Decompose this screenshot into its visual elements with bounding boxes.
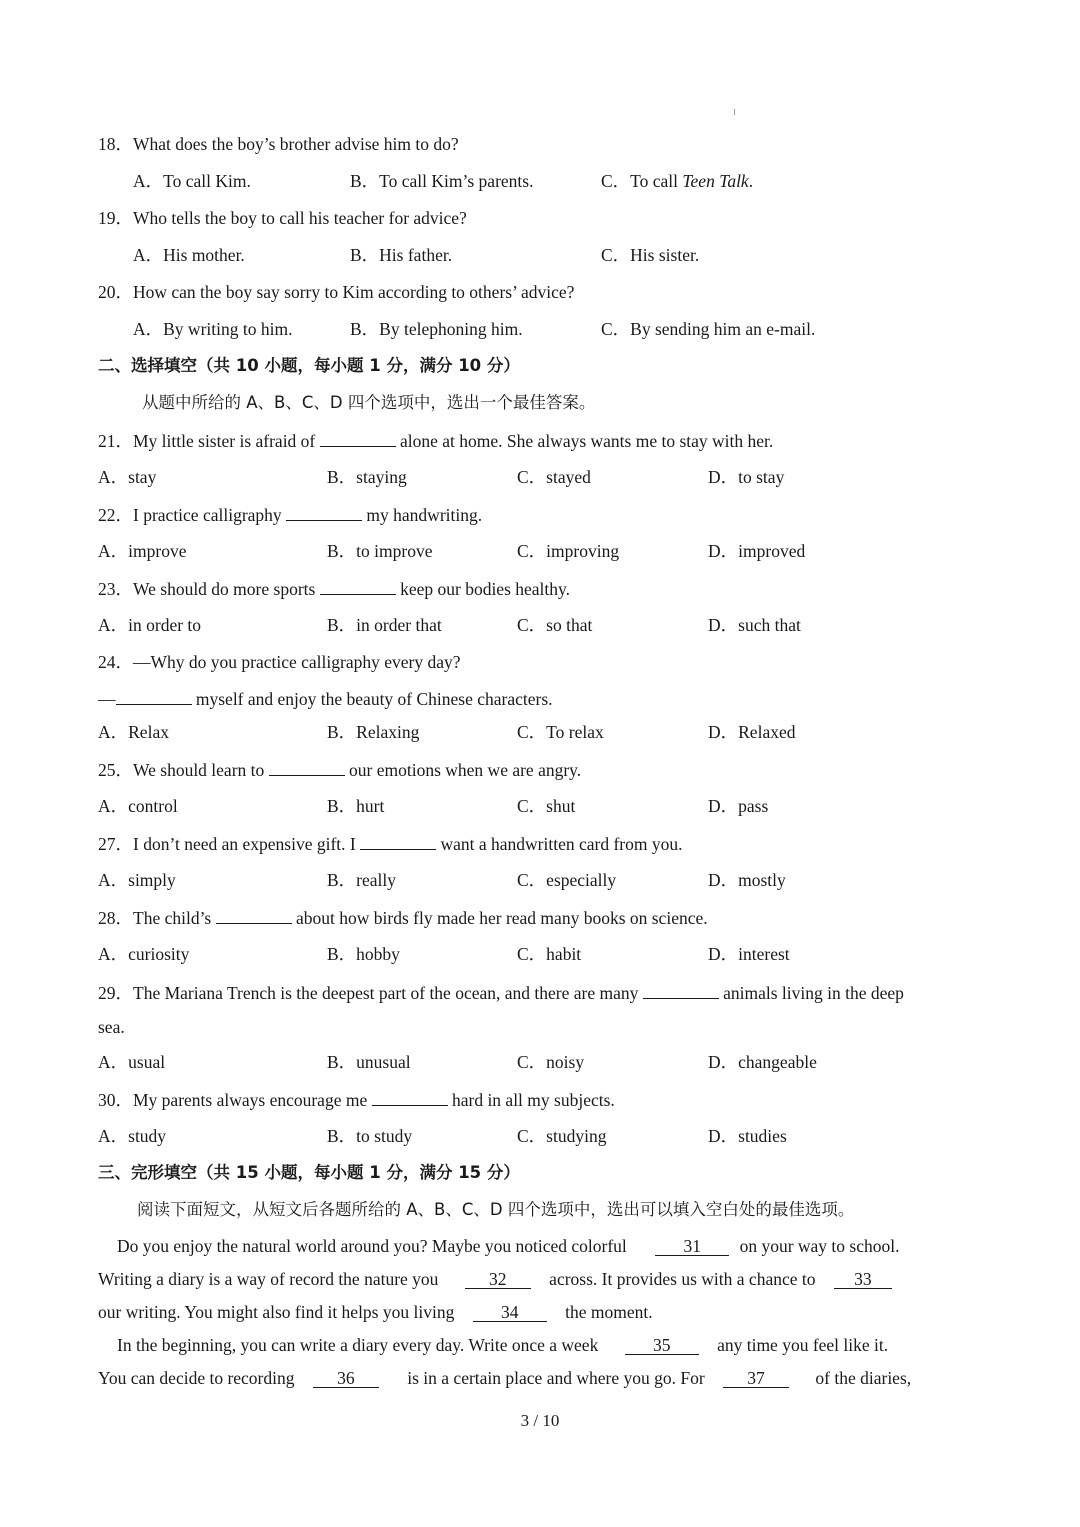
question-number: 28．	[98, 908, 133, 928]
question-text: We should learn to	[133, 760, 269, 780]
passage-line-5	[98, 1367, 911, 1389]
question-28	[98, 906, 708, 929]
answer-blank	[269, 758, 345, 776]
option-d: D．changeable	[708, 1052, 817, 1072]
heading-points-each: 1	[369, 356, 381, 375]
option-b: B．to improve	[327, 541, 433, 561]
passage-text: is in a certain place and where you go. For	[407, 1368, 705, 1388]
question-text: My little sister is afraid of	[133, 431, 320, 451]
options-22	[0, 540, 1080, 562]
cloze-blank-33: 33	[834, 1270, 892, 1289]
option-a: A．His mother.	[133, 245, 245, 265]
question-text: myself and enjoy the beauty of Chinese characters.	[191, 689, 553, 709]
question-text: alone at home. She always wants me to stay with her.	[395, 431, 774, 451]
answer-blank	[286, 503, 362, 521]
passage-text: our writing. You might also find it helps you living	[98, 1302, 455, 1322]
question-number: 27．	[98, 834, 133, 854]
question-23	[98, 577, 570, 600]
question-text: want a handwritten card from you.	[436, 834, 683, 854]
section-2-instruction: 从题中所给的 A、B、C、D 四个选项中，选出一个最佳答案。	[142, 393, 596, 412]
option-a: A．stay	[98, 467, 157, 487]
option-a: A．usual	[98, 1052, 166, 1072]
passage-text: the moment.	[565, 1302, 653, 1322]
option-a: A．simply	[98, 870, 176, 890]
dialogue-dash: —	[98, 689, 116, 709]
option-b: B．to study	[327, 1126, 413, 1146]
question-number: 24．	[98, 652, 133, 672]
question-text: Who tells the boy to call his teacher for advice?	[133, 208, 467, 228]
question-30	[98, 1088, 615, 1111]
option-c: C．so that	[517, 615, 593, 635]
scan-mark	[734, 109, 735, 115]
option-b: B．By telephoning him.	[350, 319, 523, 339]
heading-total: 10	[458, 356, 482, 375]
option-d: D．Relaxed	[708, 722, 796, 742]
answer-blank	[372, 1088, 448, 1106]
option-c: C．especially	[517, 870, 617, 890]
question-21	[98, 429, 773, 452]
option-a: A．study	[98, 1126, 167, 1146]
question-text: animals living in the deep	[718, 983, 904, 1003]
question-number: 29．	[98, 983, 133, 1003]
question-number: 23．	[98, 579, 133, 599]
option-c-suffix: .	[748, 171, 754, 191]
passage-text: In the beginning, you can write a diary every day. Write once a week	[117, 1335, 599, 1355]
question-27	[98, 832, 683, 855]
option-c: C．improving	[517, 541, 620, 561]
option-b: B．in order that	[327, 615, 442, 635]
option-d: D．pass	[708, 796, 769, 816]
answer-blank	[216, 906, 292, 924]
section-2-heading	[98, 355, 520, 377]
option-b: B．His father.	[350, 245, 453, 265]
question-text: How can the boy say sorry to Kim according to others’ advice?	[133, 282, 575, 302]
cloze-blank-36: 36	[313, 1369, 379, 1388]
heading-part: 分，满分	[380, 356, 459, 375]
passage-line-3	[98, 1301, 653, 1323]
passage-text: of the diaries,	[815, 1368, 912, 1388]
question-text: my handwriting.	[362, 505, 483, 525]
answer-blank	[116, 687, 192, 705]
question-18	[98, 133, 459, 155]
option-a: A．By writing to him.	[133, 319, 293, 339]
passage-text: any time you feel like it.	[717, 1335, 889, 1355]
heading-part: 小题，每小题	[258, 356, 370, 375]
heading-part: 分，满分	[380, 1163, 459, 1182]
option-b: B．staying	[327, 467, 407, 487]
question-text: —Why do you practice calligraphy every day?	[133, 652, 461, 672]
question-number: 25．	[98, 760, 133, 780]
option-b: B．hobby	[327, 944, 400, 964]
answer-blank	[360, 832, 436, 850]
option-b: B．unusual	[327, 1052, 411, 1072]
question-25	[98, 758, 581, 781]
section-3-heading	[98, 1162, 520, 1184]
options-30	[0, 1125, 1080, 1147]
option-c-italic: Teen Talk	[682, 171, 749, 191]
option-a: A．control	[98, 796, 178, 816]
question-text: keep our bodies healthy.	[395, 579, 571, 599]
option-a: A．Relax	[98, 722, 169, 742]
question-text: I don’t need an expensive gift. I	[133, 834, 361, 854]
heading-part: 分）	[481, 1163, 520, 1182]
passage-text: Do you enjoy the natural world around you? Maybe you noticed colorful	[117, 1236, 627, 1256]
question-24	[98, 651, 461, 673]
page-number: 3 / 10	[520, 1411, 560, 1430]
options-23	[0, 614, 1080, 636]
option-a: A．curiosity	[98, 944, 190, 964]
option-a: A．To call Kim.	[133, 171, 251, 191]
answer-blank	[643, 981, 719, 999]
options-19	[0, 244, 1080, 266]
heading-points-each: 1	[369, 1163, 381, 1182]
question-19	[98, 207, 467, 229]
option-c	[601, 170, 753, 192]
cloze-blank-37: 37	[723, 1369, 789, 1388]
option-d: D．studies	[708, 1126, 787, 1146]
option-c: C．shut	[517, 796, 576, 816]
question-number: 18．	[98, 134, 133, 154]
passage-text: on your way to school.	[739, 1236, 900, 1256]
question-text: our emotions when we are angry.	[344, 760, 582, 780]
question-29-continued: sea.	[98, 1017, 125, 1037]
options-27	[0, 869, 1080, 891]
heading-part: 分）	[481, 356, 520, 375]
options-18	[0, 170, 1080, 192]
question-29	[98, 981, 904, 1004]
question-number: 30．	[98, 1090, 133, 1110]
option-c-prefix: C．To call	[601, 171, 683, 191]
options-28	[0, 943, 1080, 965]
question-number: 21．	[98, 431, 133, 451]
question-text: hard in all my subjects.	[447, 1090, 615, 1110]
question-22	[98, 503, 482, 526]
option-c: C．stayed	[517, 467, 591, 487]
cloze-blank-35: 35	[625, 1336, 699, 1355]
passage-line-1	[117, 1235, 899, 1257]
option-d: D．mostly	[708, 870, 786, 890]
option-a: A．improve	[98, 541, 187, 561]
question-number: 22．	[98, 505, 133, 525]
option-d: D．to stay	[708, 467, 785, 487]
answer-blank	[320, 577, 396, 595]
option-b: B．To call Kim’s parents.	[350, 171, 534, 191]
heading-count: 15	[235, 1163, 259, 1182]
question-20	[98, 281, 574, 303]
option-b: B．hurt	[327, 796, 385, 816]
option-b: B．Relaxing	[327, 722, 420, 742]
question-text: The child’s	[133, 908, 216, 928]
option-c: C．habit	[517, 944, 582, 964]
cloze-blank-32: 32	[465, 1270, 531, 1289]
heading-part: 小题，每小题	[258, 1163, 370, 1182]
options-25	[0, 795, 1080, 817]
question-text: about how birds fly made her read many books on science.	[291, 908, 708, 928]
passage-text: You can decide to recording	[98, 1368, 295, 1388]
question-text: What does the boy’s brother advise him to do?	[133, 134, 459, 154]
option-d: D．improved	[708, 541, 806, 561]
question-text: The Mariana Trench is the deepest part of the ocean, and there are many	[133, 983, 643, 1003]
options-20	[0, 318, 1080, 340]
option-d: D．such that	[708, 615, 801, 635]
option-c: C．studying	[517, 1126, 607, 1146]
question-text: I practice calligraphy	[133, 505, 287, 525]
heading-part: 三、完形填空（共	[98, 1163, 236, 1182]
heading-part: 二、选择填空（共	[98, 356, 236, 375]
passage-text: Writing a diary is a way of record the nature you	[98, 1269, 439, 1289]
question-number: 19．	[98, 208, 133, 228]
options-21	[0, 466, 1080, 488]
cloze-blank-34: 34	[473, 1303, 547, 1322]
options-24	[0, 721, 1080, 743]
option-c: C．His sister.	[601, 245, 700, 265]
options-29	[0, 1051, 1080, 1073]
section-3-instruction: 阅读下面短文，从短文后各题所给的 A、B、C、D 四个选项中，选出可以填入空白处的最佳选项。	[137, 1200, 855, 1219]
question-text: We should do more sports	[133, 579, 320, 599]
question-text: My parents always encourage me	[133, 1090, 372, 1110]
option-b: B．really	[327, 870, 397, 890]
option-c: C．To relax	[517, 722, 604, 742]
cloze-blank-31: 31	[655, 1237, 729, 1256]
question-number: 20．	[98, 282, 133, 302]
passage-line-2	[98, 1268, 892, 1290]
option-c: C．noisy	[517, 1052, 585, 1072]
passage-line-4	[117, 1334, 888, 1356]
option-d: D．interest	[708, 944, 790, 964]
answer-blank	[320, 429, 396, 447]
option-c: C．By sending him an e-mail.	[601, 319, 816, 339]
question-24-response	[98, 687, 553, 710]
heading-count: 10	[235, 356, 259, 375]
heading-total: 15	[458, 1163, 482, 1182]
passage-text: across. It provides us with a chance to	[549, 1269, 816, 1289]
option-a: A．in order to	[98, 615, 202, 635]
